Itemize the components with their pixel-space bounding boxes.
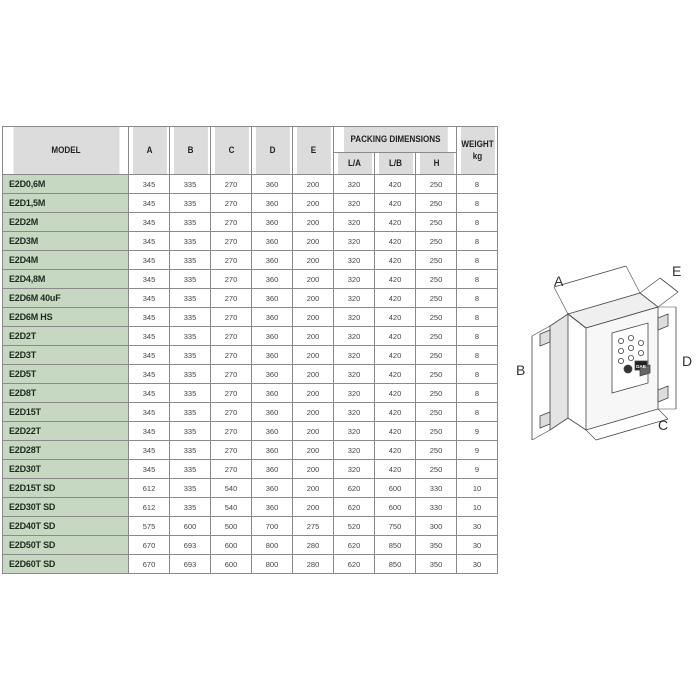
cell-d: 360 <box>252 384 293 403</box>
cell-d: 360 <box>252 346 293 365</box>
cell-h: 250 <box>416 308 457 327</box>
cell-weight: 30 <box>457 517 498 536</box>
cell-d: 360 <box>252 479 293 498</box>
cell-e: 200 <box>293 289 334 308</box>
table-row <box>3 175 498 194</box>
cell-a: 345 <box>129 422 170 441</box>
cell-lb: 420 <box>375 213 416 232</box>
enclosure-side-face <box>550 314 568 430</box>
cell-c: 270 <box>211 422 252 441</box>
cell-weight: 8 <box>457 365 498 384</box>
cell-h: 350 <box>416 555 457 574</box>
cell-b: 335 <box>170 327 211 346</box>
cell-la: 320 <box>334 270 375 289</box>
model-cell: E2D30T <box>3 460 129 479</box>
control-panel <box>612 323 648 393</box>
cell-weight: 8 <box>457 289 498 308</box>
cell-lb: 420 <box>375 289 416 308</box>
header-weight: WEIGHT kg <box>460 127 495 175</box>
table-row <box>3 327 498 346</box>
cell-a: 575 <box>129 517 170 536</box>
cell-a: 345 <box>129 441 170 460</box>
cell-weight: 8 <box>457 232 498 251</box>
cell-c: 270 <box>211 308 252 327</box>
cell-e: 200 <box>293 441 334 460</box>
model-cell: E2D4,8M <box>3 270 129 289</box>
cell-a: 345 <box>129 270 170 289</box>
cell-la: 320 <box>334 232 375 251</box>
dimension-label-b: B <box>516 362 526 378</box>
cell-c: 270 <box>211 251 252 270</box>
cell-h: 250 <box>416 384 457 403</box>
table-row <box>3 251 498 270</box>
table-row <box>3 479 498 498</box>
cell-h: 250 <box>416 327 457 346</box>
cell-e: 200 <box>293 365 334 384</box>
cell-e: 200 <box>293 232 334 251</box>
cell-a: 345 <box>129 289 170 308</box>
model-cell: E2D6M HS <box>3 308 129 327</box>
header-a: A <box>132 127 167 175</box>
model-cell: E2D2T <box>3 327 129 346</box>
header-e: E <box>296 127 331 175</box>
cell-la: 320 <box>334 441 375 460</box>
table-row <box>3 422 498 441</box>
cell-d: 700 <box>252 517 293 536</box>
cell-c: 270 <box>211 460 252 479</box>
cell-b: 335 <box>170 460 211 479</box>
cell-b: 335 <box>170 232 211 251</box>
cell-h: 330 <box>416 498 457 517</box>
cell-weight: 8 <box>457 213 498 232</box>
model-cell: E2D8T <box>3 384 129 403</box>
table-row <box>3 213 498 232</box>
cell-b: 335 <box>170 422 211 441</box>
cell-b: 335 <box>170 346 211 365</box>
cell-c: 270 <box>211 194 252 213</box>
cell-h: 250 <box>416 365 457 384</box>
header-la: L/A <box>337 153 372 175</box>
cell-a: 670 <box>129 536 170 555</box>
cell-weight: 10 <box>457 498 498 517</box>
cell-a: 612 <box>129 498 170 517</box>
cell-la: 620 <box>334 536 375 555</box>
cell-d: 800 <box>252 536 293 555</box>
cell-d: 360 <box>252 175 293 194</box>
cell-weight: 8 <box>457 403 498 422</box>
table-row <box>3 403 498 422</box>
dimensions-table <box>2 126 498 574</box>
cell-c: 540 <box>211 479 252 498</box>
cell-c: 500 <box>211 517 252 536</box>
cell-lb: 850 <box>375 555 416 574</box>
cell-lb: 420 <box>375 365 416 384</box>
cell-c: 270 <box>211 327 252 346</box>
header-b: B <box>173 127 208 175</box>
cell-b: 335 <box>170 498 211 517</box>
cell-e: 200 <box>293 308 334 327</box>
cell-a: 345 <box>129 251 170 270</box>
cell-a: 612 <box>129 479 170 498</box>
cell-a: 345 <box>129 327 170 346</box>
cell-b: 335 <box>170 270 211 289</box>
cell-h: 250 <box>416 194 457 213</box>
cell-la: 320 <box>334 308 375 327</box>
cell-c: 600 <box>211 536 252 555</box>
cell-a: 345 <box>129 175 170 194</box>
cell-h: 250 <box>416 251 457 270</box>
brand-plate-text: DAB <box>636 364 646 369</box>
cell-e: 275 <box>293 517 334 536</box>
cell-a: 345 <box>129 365 170 384</box>
cell-b: 335 <box>170 403 211 422</box>
cell-h: 250 <box>416 422 457 441</box>
cell-a: 345 <box>129 194 170 213</box>
cell-lb: 600 <box>375 498 416 517</box>
dimension-label-c: C <box>658 417 669 433</box>
cell-a: 670 <box>129 555 170 574</box>
header-d: D <box>255 127 290 175</box>
cell-h: 250 <box>416 289 457 308</box>
cell-la: 320 <box>334 384 375 403</box>
cell-h: 250 <box>416 270 457 289</box>
cell-e: 200 <box>293 213 334 232</box>
cell-d: 360 <box>252 498 293 517</box>
cell-e: 200 <box>293 251 334 270</box>
cell-c: 270 <box>211 270 252 289</box>
cell-e: 200 <box>293 327 334 346</box>
cell-e: 200 <box>293 270 334 289</box>
cell-d: 360 <box>252 403 293 422</box>
cell-lb: 750 <box>375 517 416 536</box>
cell-b: 693 <box>170 536 211 555</box>
cell-d: 360 <box>252 441 293 460</box>
cell-lb: 420 <box>375 441 416 460</box>
cell-weight: 9 <box>457 441 498 460</box>
cell-d: 360 <box>252 460 293 479</box>
cell-h: 250 <box>416 232 457 251</box>
cell-lb: 420 <box>375 175 416 194</box>
table-row <box>3 498 498 517</box>
cell-weight: 8 <box>457 384 498 403</box>
cell-weight: 9 <box>457 422 498 441</box>
table-row <box>3 460 498 479</box>
header-c: C <box>214 127 249 175</box>
cell-la: 320 <box>334 403 375 422</box>
model-cell: E2D40T SD <box>3 517 129 536</box>
dimension-e-line <box>660 278 678 292</box>
cell-e: 200 <box>293 194 334 213</box>
cell-e: 200 <box>293 498 334 517</box>
cell-d: 360 <box>252 308 293 327</box>
model-cell: E2D5T <box>3 365 129 384</box>
cell-lb: 420 <box>375 194 416 213</box>
cell-h: 250 <box>416 441 457 460</box>
cell-la: 320 <box>334 289 375 308</box>
cell-lb: 420 <box>375 308 416 327</box>
cell-la: 320 <box>334 422 375 441</box>
cell-h: 250 <box>416 403 457 422</box>
bracket-top-left <box>540 330 550 346</box>
cell-h: 250 <box>416 460 457 479</box>
cell-la: 320 <box>334 213 375 232</box>
cell-c: 270 <box>211 175 252 194</box>
cell-c: 270 <box>211 232 252 251</box>
table-row <box>3 365 498 384</box>
cell-b: 335 <box>170 194 211 213</box>
cell-e: 200 <box>293 460 334 479</box>
cell-weight: 9 <box>457 460 498 479</box>
cell-la: 320 <box>334 327 375 346</box>
cell-e: 200 <box>293 479 334 498</box>
model-cell: E2D4M <box>3 251 129 270</box>
model-cell: E2D3M <box>3 232 129 251</box>
cell-c: 270 <box>211 384 252 403</box>
selector-knob-icon <box>624 365 632 373</box>
model-cell: E2D3T <box>3 346 129 365</box>
cell-e: 200 <box>293 346 334 365</box>
cell-c: 600 <box>211 555 252 574</box>
cell-lb: 420 <box>375 384 416 403</box>
cell-d: 360 <box>252 365 293 384</box>
cell-weight: 30 <box>457 555 498 574</box>
cell-weight: 8 <box>457 346 498 365</box>
cell-b: 335 <box>170 213 211 232</box>
cell-d: 360 <box>252 213 293 232</box>
cell-lb: 420 <box>375 232 416 251</box>
table-row <box>3 270 498 289</box>
cell-a: 345 <box>129 213 170 232</box>
cell-b: 693 <box>170 555 211 574</box>
header-model: MODEL <box>12 127 119 175</box>
table-row <box>3 232 498 251</box>
model-cell: E2D15T <box>3 403 129 422</box>
cell-b: 335 <box>170 175 211 194</box>
model-cell: E2D22T <box>3 422 129 441</box>
cell-lb: 600 <box>375 479 416 498</box>
cell-lb: 420 <box>375 422 416 441</box>
cell-weight: 8 <box>457 194 498 213</box>
table-body <box>3 175 498 574</box>
model-cell: E2D2M <box>3 213 129 232</box>
model-cell: E2D50T SD <box>3 536 129 555</box>
cell-weight: 8 <box>457 270 498 289</box>
table-row <box>3 384 498 403</box>
model-cell: E2D6M 40uF <box>3 289 129 308</box>
cell-la: 320 <box>334 251 375 270</box>
table-row <box>3 536 498 555</box>
cell-la: 620 <box>334 479 375 498</box>
cell-weight: 30 <box>457 536 498 555</box>
table-row <box>3 308 498 327</box>
cell-a: 345 <box>129 346 170 365</box>
cell-weight: 10 <box>457 479 498 498</box>
cell-e: 280 <box>293 555 334 574</box>
cell-la: 620 <box>334 498 375 517</box>
cell-c: 270 <box>211 346 252 365</box>
cell-la: 320 <box>334 365 375 384</box>
cell-b: 335 <box>170 365 211 384</box>
table-row <box>3 346 498 365</box>
enclosure-diagram <box>500 240 700 450</box>
model-cell: E2D15T SD <box>3 479 129 498</box>
cell-a: 345 <box>129 384 170 403</box>
cell-e: 200 <box>293 403 334 422</box>
cell-d: 360 <box>252 327 293 346</box>
cell-lb: 420 <box>375 270 416 289</box>
cell-c: 270 <box>211 365 252 384</box>
cell-lb: 420 <box>375 251 416 270</box>
table-row <box>3 555 498 574</box>
cell-c: 270 <box>211 213 252 232</box>
cell-d: 360 <box>252 422 293 441</box>
cell-h: 250 <box>416 213 457 232</box>
model-cell: E2D0,6M <box>3 175 129 194</box>
cell-lb: 420 <box>375 403 416 422</box>
cell-h: 250 <box>416 175 457 194</box>
cell-weight: 8 <box>457 251 498 270</box>
dimension-a-line <box>554 266 626 287</box>
model-cell: E2D30T SD <box>3 498 129 517</box>
header-h: H <box>419 153 454 175</box>
cell-a: 345 <box>129 403 170 422</box>
cell-la: 320 <box>334 194 375 213</box>
cell-a: 345 <box>129 308 170 327</box>
cell-la: 320 <box>334 346 375 365</box>
cell-lb: 420 <box>375 460 416 479</box>
cell-c: 270 <box>211 403 252 422</box>
cell-e: 200 <box>293 422 334 441</box>
table-row <box>3 289 498 308</box>
cell-weight: 8 <box>457 175 498 194</box>
cell-b: 335 <box>170 441 211 460</box>
cell-la: 620 <box>334 555 375 574</box>
bracket-bottom-right <box>658 386 668 402</box>
cell-b: 335 <box>170 289 211 308</box>
table-header <box>3 127 498 175</box>
cell-d: 360 <box>252 251 293 270</box>
table-row <box>3 441 498 460</box>
dimension-label-d: D <box>682 353 693 369</box>
bracket-top-right <box>658 314 668 330</box>
cell-h: 330 <box>416 479 457 498</box>
cell-e: 280 <box>293 536 334 555</box>
cell-e: 200 <box>293 175 334 194</box>
cell-e: 200 <box>293 384 334 403</box>
cell-la: 320 <box>334 175 375 194</box>
cell-lb: 850 <box>375 536 416 555</box>
model-cell: E2D1,5M <box>3 194 129 213</box>
table-row <box>3 517 498 536</box>
table-row <box>3 194 498 213</box>
cell-d: 360 <box>252 289 293 308</box>
cell-b: 335 <box>170 308 211 327</box>
cell-d: 360 <box>252 232 293 251</box>
cell-a: 345 <box>129 460 170 479</box>
cell-h: 250 <box>416 346 457 365</box>
cell-a: 345 <box>129 232 170 251</box>
cell-la: 520 <box>334 517 375 536</box>
cell-lb: 420 <box>375 346 416 365</box>
cell-h: 350 <box>416 536 457 555</box>
cell-c: 270 <box>211 289 252 308</box>
bracket-bottom-left <box>540 412 550 428</box>
dimension-label-a: A <box>554 273 564 289</box>
cell-la: 320 <box>334 460 375 479</box>
cell-c: 540 <box>211 498 252 517</box>
header-packing-dimensions: PACKING DIMENSIONS <box>343 127 448 153</box>
cell-b: 335 <box>170 479 211 498</box>
cell-lb: 420 <box>375 327 416 346</box>
model-cell: E2D60T SD <box>3 555 129 574</box>
cell-d: 360 <box>252 270 293 289</box>
cell-weight: 8 <box>457 327 498 346</box>
header-lb: L/B <box>378 153 413 175</box>
cell-b: 335 <box>170 384 211 403</box>
cell-weight: 8 <box>457 308 498 327</box>
cell-d: 360 <box>252 194 293 213</box>
model-cell: E2D28T <box>3 441 129 460</box>
cell-c: 270 <box>211 441 252 460</box>
cell-b: 335 <box>170 251 211 270</box>
dimension-label-e: E <box>672 263 682 279</box>
cell-d: 800 <box>252 555 293 574</box>
cell-b: 600 <box>170 517 211 536</box>
cell-h: 300 <box>416 517 457 536</box>
